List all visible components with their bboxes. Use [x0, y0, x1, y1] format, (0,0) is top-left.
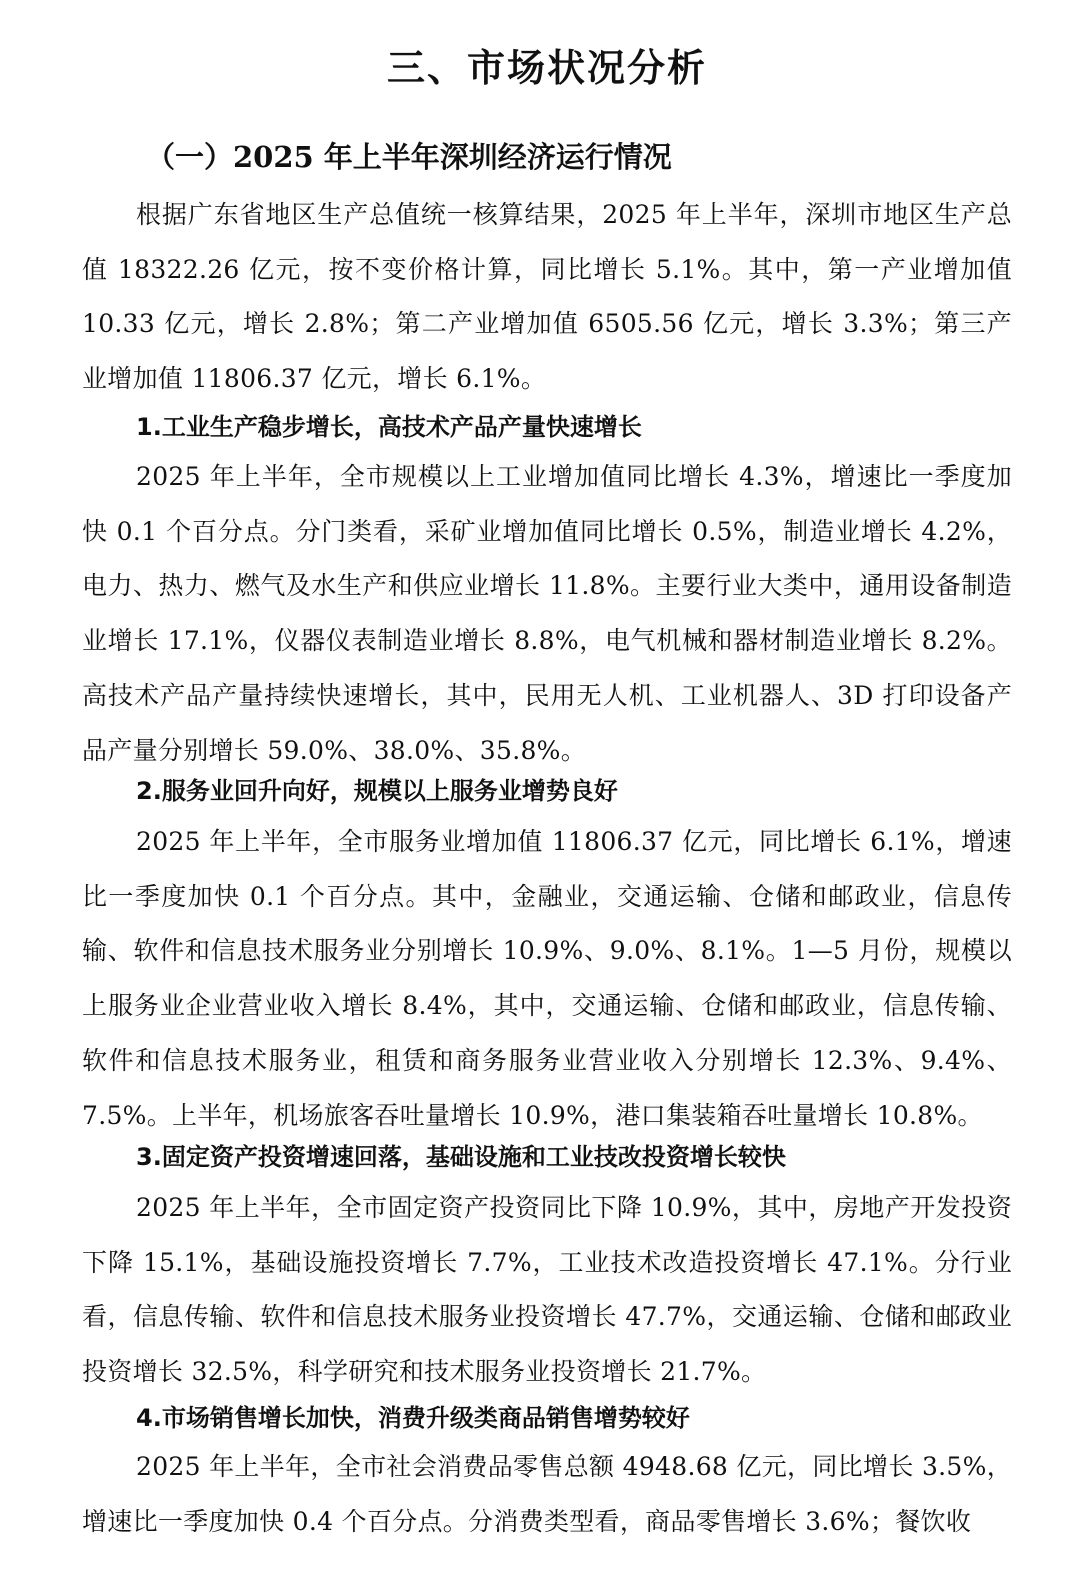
subsection-heading-industry: 1.工业生产稳步增长，高技术产品产量快速增长 [136, 413, 642, 441]
subsection-heading-investment: 3.固定资产投资增速回落，基础设施和工业技改投资增长较快 [136, 1143, 786, 1171]
intro-paragraph: 根据广东省地区生产总值统一核算结果，2025 年上半年，深圳市地区生产总值 18322.26 亿元，按不变价格计算，同比增长 5.1%。其中，第一产业增加值 10.33 亿元，增长 2.8%；第二产业增加值 6505.56 亿元，增长 3.3%；第三产业增加值 11806.37 亿元，增长 6.1%。 [82, 200, 1012, 394]
paragraph-investment: 2025 年上半年，全市固定资产投资同比下降 10.9%，其中，房地产开发投资下降 15.1%，基础设施投资增长 7.7%，工业技术改造投资增长 47.1%。分行业看，信息传输、软件和信息技术服务业投资增长 47.7%，交通运输、仓储和邮政业投资增长 32.5%，科学研究和技术服务业投资增长 21.7%。 [82, 1193, 1012, 1387]
paragraph-services: 2025 年上半年，全市服务业增加值 11806.37 亿元，同比增长 6.1%，增速比一季度加快 0.1 个百分点。其中，金融业，交通运输、仓储和邮政业，信息传输、软件和信息技术服务业分别增长 10.9%、9.0%、8.1%。1—5 月份，规模以上服务业企业营业收入增长 8.4%，其中，交通运输、仓储和邮政业，信息传输、软件和信息技术服务业，租赁和商务服务业营业收入分别增长 12.3%、9.4%、7.5%。上半年，机场旅客吞吐量增长 10.9%，港口集装箱吞吐量增长 10.8%。 [82, 827, 1012, 1130]
subsection-heading-services: 2.服务业回升向好，规模以上服务业增势良好 [136, 777, 618, 805]
section-heading: （一）2025 年上半年深圳经济运行情况 [146, 140, 672, 174]
paragraph-retail: 2025 年上半年，全市社会消费品零售总额 4948.68 亿元，同比增长 3.5%，增速比一季度加快 0.4 个百分点。分消费类型看，商品零售增长 3.6%；餐饮收 [82, 1452, 1012, 1536]
page-title: 三、市场状况分析 [386, 46, 707, 90]
subsection-heading-retail: 4.市场销售增长加快，消费升级类商品销售增势较好 [136, 1404, 690, 1432]
paragraph-industry: 2025 年上半年，全市规模以上工业增加值同比增长 4.3%，增速比一季度加快 0.1 个百分点。分门类看，采矿业增加值同比增长 0.5%，制造业增长 4.2%，电力、热力、燃气及水生产和供应业增长 11.8%。主要行业大类中，通用设备制造业增长 17.1%，仪器仪表制造业增长 8.8%，电气机械和器材制造业增长 8.2%。高技术产品产量持续快速增长，其中，民用无人机、工业机器人、3D 打印设备产品产量分别增长 59.0%、38.0%、35.8%。 [82, 462, 1012, 765]
